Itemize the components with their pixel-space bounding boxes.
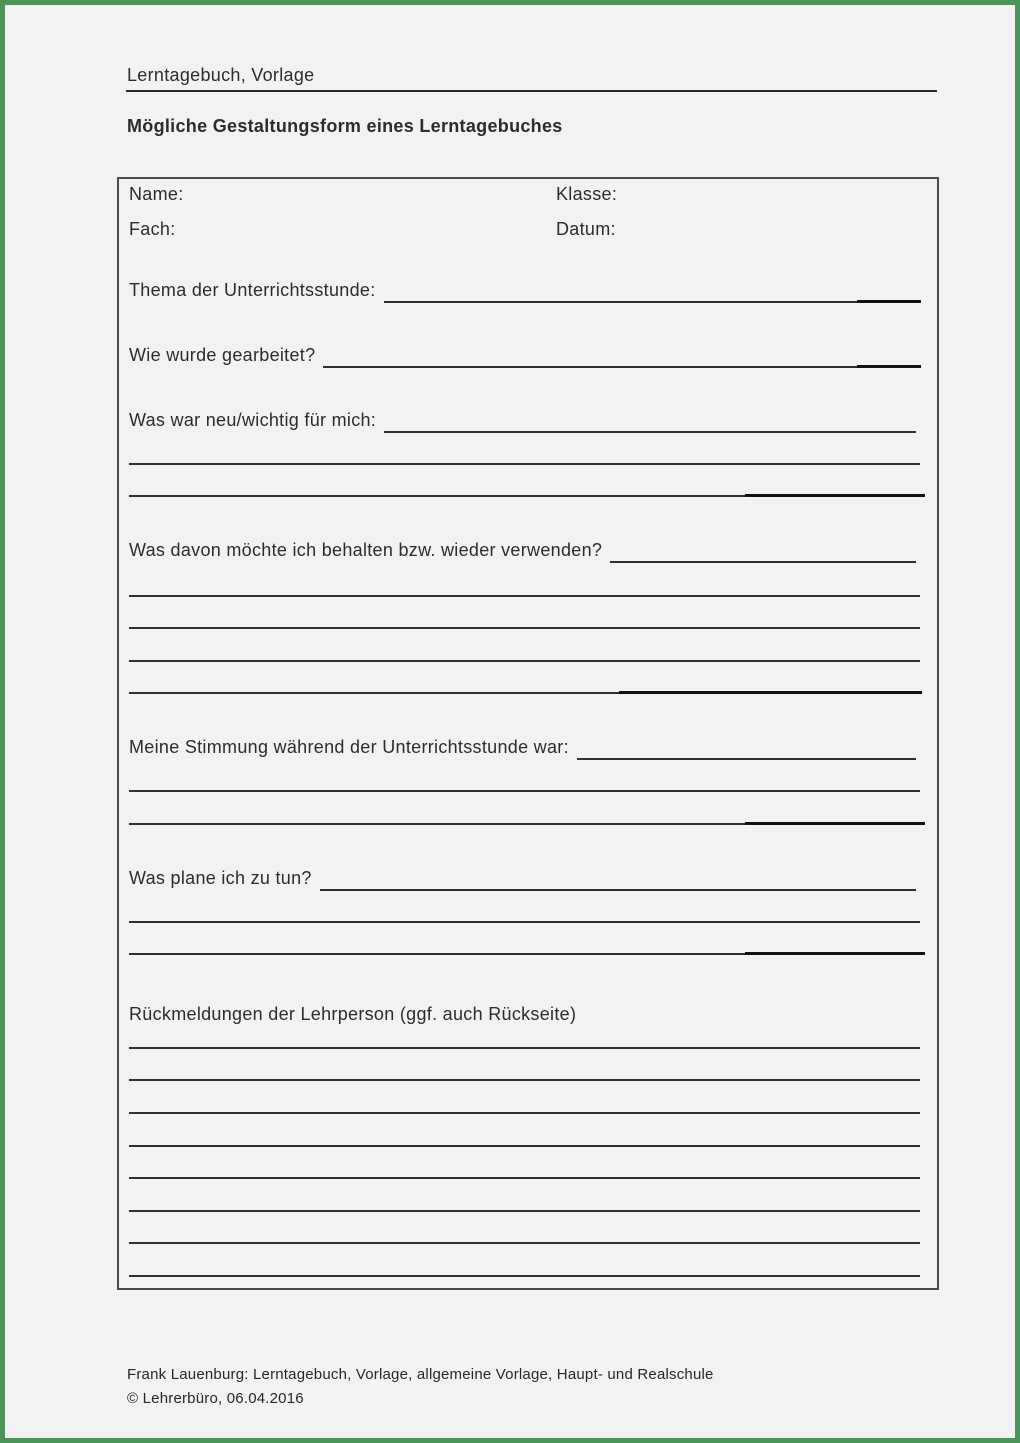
write-line — [129, 627, 920, 629]
gearbeitet-label: Wie wurde gearbeitet? — [129, 345, 316, 365]
write-line — [129, 463, 920, 465]
write-line — [129, 1177, 920, 1179]
footer-copyright: © Lehrerbüro, 06.04.2016 — [127, 1390, 304, 1407]
rueckmeldung-label: Rückmeldungen der Lehrperson (ggf. auch Rückseite) — [129, 1004, 577, 1024]
behalten-label: Was davon möchte ich behalten bzw. wieder verwenden? — [129, 540, 603, 560]
thema-label: Thema der Unterrichtsstunde: — [129, 280, 376, 300]
form-box — [117, 177, 939, 1290]
footer-credit: Frank Lauenburg: Lerntagebuch, Vorlage, allgemeine Vorlage, Haupt- und Realschule — [127, 1366, 714, 1383]
write-line — [384, 407, 916, 433]
stimmung-row — [129, 734, 916, 760]
bold-line-segment — [745, 822, 925, 825]
neu-wichtig-label: Was war neu/wichtig für mich: — [129, 410, 377, 430]
fach-label: Fach: — [129, 219, 176, 239]
write-line — [129, 1242, 920, 1244]
write-line — [577, 734, 916, 760]
write-line — [129, 921, 920, 923]
page-title: Lerntagebuch, Vorlage — [127, 65, 315, 85]
write-line — [129, 1145, 920, 1147]
page-subtitle: Mögliche Gestaltungsform eines Lerntagebuches — [127, 116, 563, 136]
name-label: Name: — [129, 184, 184, 204]
write-line — [129, 790, 920, 792]
write-line — [320, 865, 916, 891]
bold-line-segment — [857, 365, 921, 368]
write-line — [129, 660, 920, 662]
bold-line-segment — [745, 952, 925, 955]
datum-label: Datum: — [556, 219, 616, 239]
behalten-row — [129, 537, 916, 563]
neu-wichtig-row — [129, 407, 916, 433]
write-line — [129, 1047, 920, 1049]
write-line — [610, 537, 916, 563]
header-rule — [126, 90, 937, 92]
write-line — [129, 1275, 920, 1277]
write-line — [129, 1210, 920, 1212]
bold-line-segment — [619, 691, 922, 694]
bold-line-segment — [857, 300, 921, 303]
thema-row — [129, 277, 916, 303]
plan-row — [129, 865, 916, 891]
plan-label: Was plane ich zu tun? — [129, 868, 312, 888]
klasse-label: Klasse: — [556, 184, 618, 204]
write-line — [323, 342, 916, 368]
gearbeitet-row — [129, 342, 916, 368]
write-line — [129, 595, 920, 597]
write-line — [129, 1112, 920, 1114]
stimmung-label: Meine Stimmung während der Unterrichtsstunde war: — [129, 737, 569, 757]
write-line — [129, 1079, 920, 1081]
bold-line-segment — [745, 494, 925, 497]
write-line — [384, 277, 916, 303]
